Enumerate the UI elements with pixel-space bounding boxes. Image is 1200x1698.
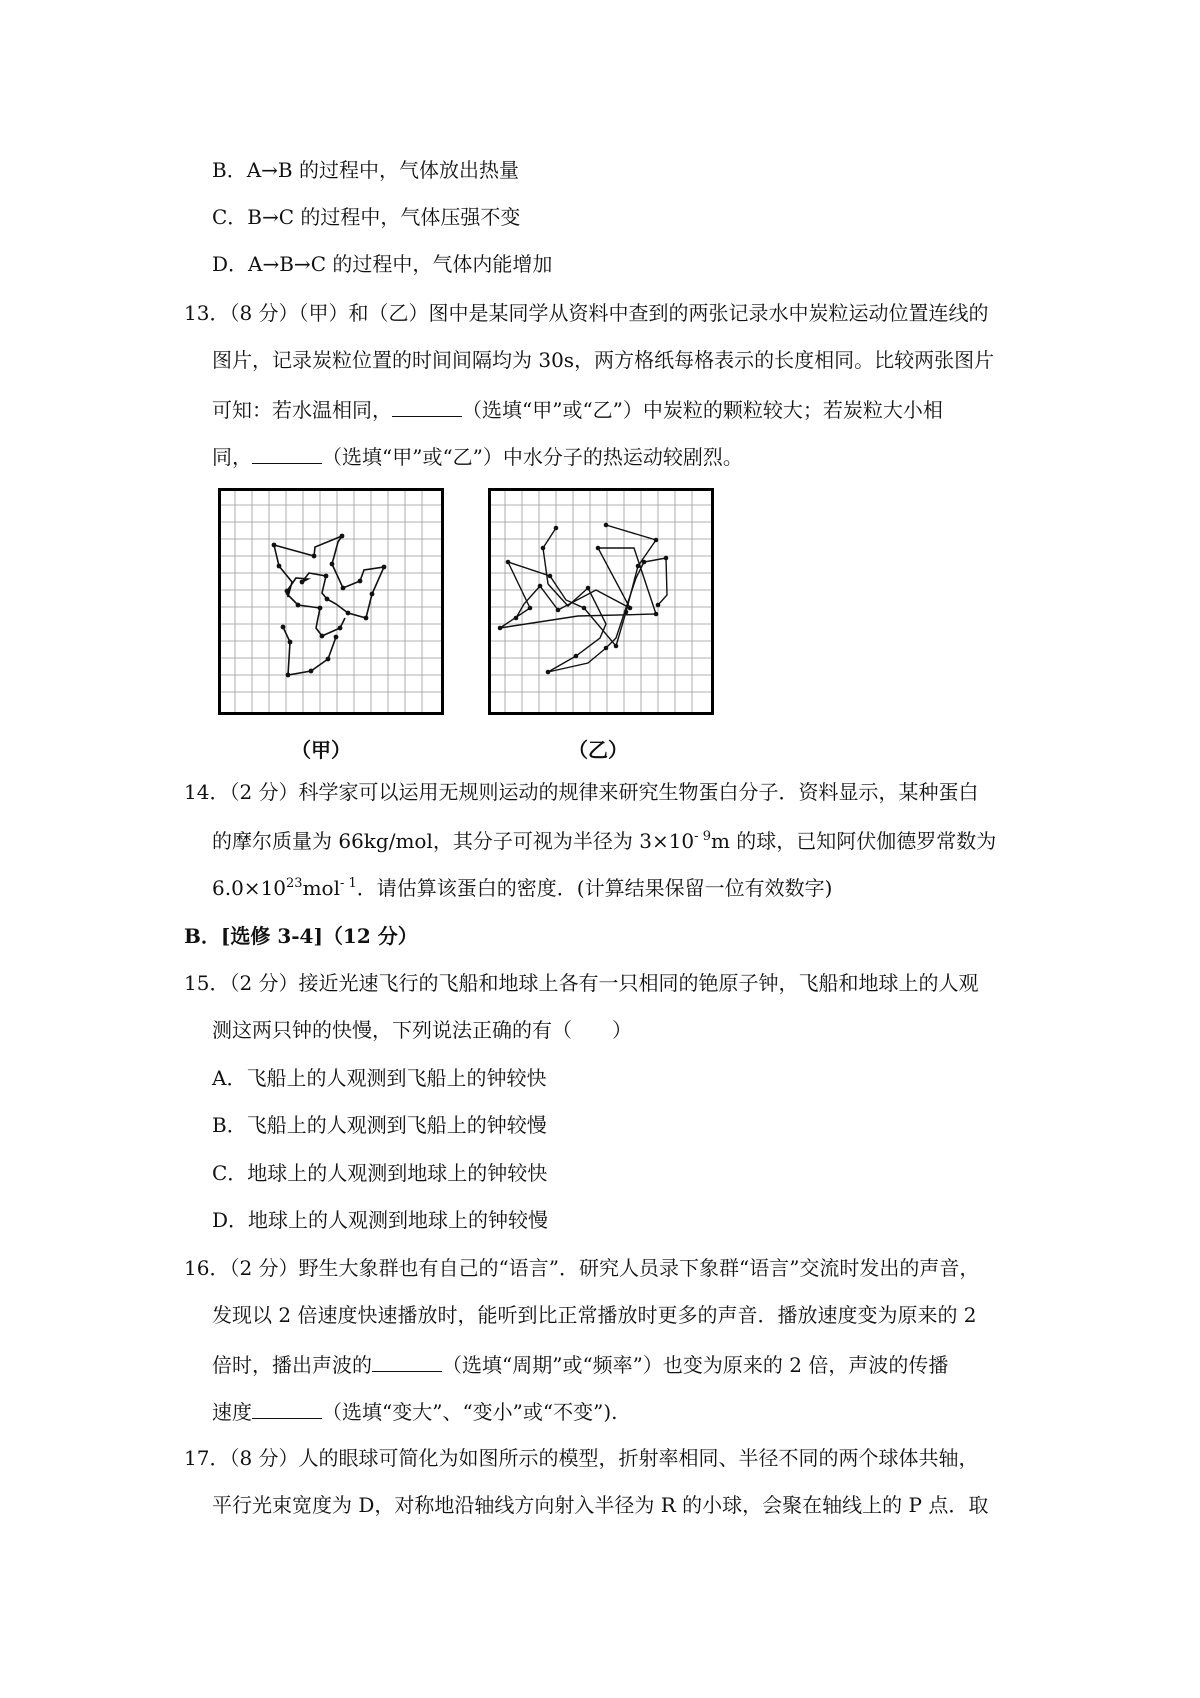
figure-caption-jia: （甲） [291,738,351,762]
q16-line4-text-a: 速度 [212,1400,252,1424]
q14-line3-text-b: mol [302,876,340,900]
q13-line3-text-b: （选填“甲”或“乙”）中炭粒的颗粒较大；若炭粒大小相 [462,398,943,422]
section-b-heading: B．[选修 3-4]（12 分） [184,924,418,948]
q13-line1: 13．（8 分）（甲）和（乙）图中是某同学从资料中查到的两张记录水中炭粒运动位置连线的 [184,301,989,325]
q14-line2 [212,831,996,851]
q13-line4 [212,445,743,467]
figure-caption-yi: （乙） [568,738,628,762]
answer-blank [252,445,322,464]
q14-line3 [212,878,832,898]
brownian-motion-figure-jia [218,488,444,715]
q14-line2-text-a: 的摩尔质量为 66kg/mol，其分子可视为半径为 3×10 [212,829,695,853]
q17-line2: 平行光束宽度为 D，对称地沿轴线方向射入半径为 R 的小球，会聚在轴线上的 P 点．取 [212,1493,989,1517]
q16-line4 [212,1400,618,1422]
answer-blank [252,1400,322,1419]
q15-option-d: D．地球上的人观测到地球上的钟较慢 [212,1208,549,1232]
q15-option-b: B．飞船上的人观测到飞船上的钟较慢 [212,1113,547,1137]
q16-line3-text-b: （选填“周期”或“频率”）也变为原来的 2 倍，声波的传播 [442,1353,949,1377]
q14-exponent-23: 23 [286,876,303,891]
q14-line3-text-c: ．请估算该蛋白的密度．(计算结果保留一位有效数字) [356,876,833,900]
q14-exponent-neg1: - 1 [339,876,357,891]
q16-line4-text-b: （选填“变大”、“变小”或“不变”). [322,1400,618,1424]
q14-exponent: - 9 [694,829,711,844]
q16-line1: 16．（2 分）野生大象群也有自己的“语言”．研究人员录下象群“语言”交流时发出的声音， [184,1256,980,1280]
answer-blank [372,1353,442,1372]
q15-option-a: A．飞船上的人观测到飞船上的钟较快 [212,1066,547,1090]
q14-line3-text-a: 6.0×10 [212,876,287,900]
q15-line1: 15．（2 分）接近光速飞行的飞船和地球上各有一只相同的铯原子钟，飞船和地球上的人观 [184,971,979,995]
q15-line2: 测这两只钟的快慢，下列说法正确的有（ ） [212,1018,632,1042]
q16-line3-text-a: 倍时，播出声波的 [212,1353,372,1377]
brownian-motion-figure-yi [488,488,714,715]
q17-line1: 17．（8 分）人的眼球可简化为如图所示的模型，折射率相同、半径不同的两个球体共轴， [184,1446,979,1470]
q13-line3 [212,398,943,420]
answer-blank [392,398,462,417]
q16-line3 [212,1353,948,1375]
q13-line3-text-a: 可知：若水温相同， [212,398,392,422]
q15-option-c: C．地球上的人观测到地球上的钟较快 [212,1161,548,1185]
q13-line4-text-a: 同， [212,445,252,469]
q12-option-d: D．A→B→C 的过程中，气体内能增加 [212,252,553,276]
q14-line2-text-b: m 的球，已知阿伏伽德罗常数为 [710,829,997,853]
q16-line2: 发现以 2 倍速度快速播放时，能听到比正常播放时更多的声音．播放速度变为原来的 2 [212,1303,977,1327]
q13-line4-text-b: （选填“甲”或“乙”）中水分子的热运动较剧烈。 [322,445,743,469]
q14-line1: 14．（2 分）科学家可以运用无规则运动的规律来研究生物蛋白分子．资料显示，某种蛋白 [184,780,979,804]
q12-option-b: B．A→B 的过程中，气体放出热量 [212,158,519,182]
q12-option-c: C．B→C 的过程中，气体压强不变 [212,205,521,229]
q13-line2: 图片，记录炭粒位置的时间间隔均为 30s，两方格纸每格表示的长度相同。比较两张图片 [212,348,995,372]
